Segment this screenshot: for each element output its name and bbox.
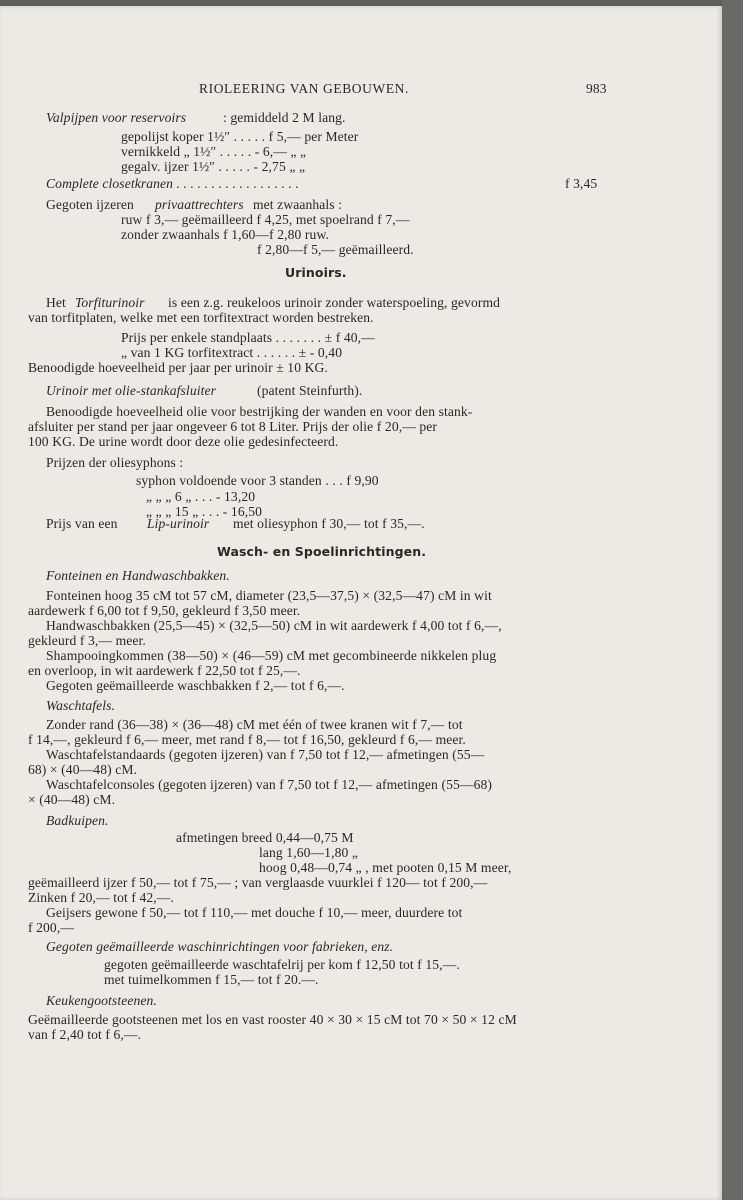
text-line: gekleurd f 3,— meer. (28, 633, 146, 648)
text-line: Fonteinen hoog 35 cM tot 57 cM, diameter (23,5—37,5) × (32,5—47) cM in wit (46, 588, 492, 603)
text-line: 68) × (40—48) cM. (28, 762, 138, 777)
price-value: f 3,45 (565, 176, 598, 191)
dimension-line: hoog 0,48—0,74 „ , met pooten 0,15 M meer, (259, 860, 512, 875)
section-label: Keukengootsteenen. (46, 993, 157, 1008)
price-line: f 2,80—f 5,— geëmailleerd. (257, 242, 414, 257)
text-line: Prijs van een (46, 516, 118, 531)
text-line: Waschtafelstandaards (gegoten ijzeren) van f 7,50 tot f 12,— afmetingen (55— (46, 747, 485, 762)
text-line: Gegoten ijzeren (46, 197, 134, 212)
text-line: is een z.g. reukeloos urinoir zonder waterspoeling, gevormd (168, 295, 501, 310)
text-line: Benoodigde hoeveelheid olie voor bestrijking der wanden en voor den stank- (46, 404, 473, 419)
text-line: Geëmailleerde gootsteenen met los en vast rooster 40 × 30 × 15 cM tot 70 × 50 × 12 cM (28, 1012, 517, 1027)
section-label: Gegoten geëmailleerde waschinrichtingen voor fabrieken, enz. (46, 939, 394, 954)
term-italic: privaattrechters (155, 197, 244, 212)
price-line: vernikkeld „ 1½″ . . . . . - 6,— „ „ (121, 144, 307, 159)
text-line: Prijzen der oliesyphons : (46, 455, 184, 470)
dimension-line: lang 1,60—1,80 „ (259, 845, 359, 860)
text-line: met oliesyphon f 30,— tot f 35,—. (233, 516, 425, 531)
term-italic: Lip-urinoir (147, 516, 210, 531)
text-line: × (40—48) cM. (28, 792, 116, 807)
section-label: Complete closetkranen . . . . . . . . . . . . . . . . . . (46, 176, 299, 191)
price-line: gepolijst koper 1½″ . . . . . f 5,— per Meter (121, 129, 359, 144)
price-line: „ van 1 KG torfitextract . . . . . . ± - 0,40 (121, 345, 343, 360)
section-label: Waschtafels. (46, 698, 116, 713)
section-label: Valpijpen voor reservoirs (46, 110, 187, 125)
text-line: en overloop, in wit aardewerk f 22,50 tot f 25,—. (28, 663, 301, 678)
section-label: Badkuipen. (46, 813, 109, 828)
price-line: „ „ „ 15 „ . . . - 16,50 (146, 504, 263, 519)
text-line: Benoodigde hoeveelheid per jaar per urinoir ± 10 KG. (28, 360, 328, 375)
text-line: aardewerk f 6,00 tot f 9,50, gekleurd f 3,50 meer. (28, 603, 301, 618)
section-label: Urinoir met olie-stankafsluiter (46, 383, 216, 398)
text-line: Geijsers gewone f 50,— tot f 110,— met douche f 10,— meer, duurdere tot (46, 905, 463, 920)
section-label: Fonteinen en Handwaschbakken. (46, 568, 230, 583)
text-line: Shampooingkommen (38—50) × (46—59) cM met gecombineerde nikkelen plug (46, 648, 497, 663)
text-line: : gemiddeld 2 M lang. (223, 110, 346, 125)
text-line: met zwaanhals : (253, 197, 343, 212)
section-heading: Urinoirs. (285, 265, 347, 280)
text-line: Het (46, 295, 66, 310)
text-line: Waschtafelconsoles (gegoten ijzeren) van f 7,50 tot f 12,— afmetingen (55—68) (46, 777, 492, 792)
text-line: f 14,—, gekleurd f 6,— meer, met rand f 8,— tot f 16,50, gekleurd f 6,— meer. (28, 732, 466, 747)
text-line: 100 KG. De urine wordt door deze olie gedesinfecteerd. (28, 434, 339, 449)
price-line: zonder zwaanhals f 1,60—f 2,80 ruw. (121, 227, 329, 242)
price-line: met tuimelkommen f 15,— tot f 20.—. (104, 972, 319, 987)
text-line: f 200,— (28, 920, 75, 935)
text-line: geëmailleerd ijzer f 50,— tot f 75,— ; van verglaasde vuurklei f 120— tot f 200,— (28, 875, 488, 890)
text-line: Handwaschbakken (25,5—45) × (32,5—50) cM in wit aardewerk f 4,00 tot f 6,—, (46, 618, 502, 633)
text-line: Zonder rand (36—38) × (36—48) cM met één of twee kranen wit f 7,— tot (46, 717, 463, 732)
book-edge (722, 0, 743, 1200)
text-line: afsluiter per stand per jaar ongeveer 6 tot 8 Liter. Prijs der olie f 20,— per (28, 419, 438, 434)
running-title: RIOLEERING VAN GEBOUWEN. (199, 81, 410, 96)
text-line: van f 2,40 tot f 6,—. (28, 1027, 142, 1042)
section-heading: Wasch- en Spoelinrichtingen. (217, 544, 427, 559)
dimension-line: afmetingen breed 0,44—0,75 M (176, 830, 354, 845)
price-line: „ „ „ 6 „ . . . - 13,20 (146, 489, 256, 504)
price-line: gegalv. ijzer 1½″ . . . . . - 2,75 „ „ (121, 159, 306, 174)
text-line: van torfitplaten, welke met een torfitextract worden bestreken. (28, 310, 374, 325)
text-line: (patent Steinfurth). (257, 383, 363, 398)
term-italic: Torfiturinoir (75, 295, 145, 310)
price-line: ruw f 3,— geëmailleerd f 4,25, met spoelrand f 7,— (121, 212, 410, 227)
page-number: 983 (586, 81, 607, 96)
text-line: Gegoten geëmailleerde waschbakken f 2,— tot f 6,—. (46, 678, 345, 693)
price-line: syphon voldoende voor 3 standen . . . f 9,90 (136, 473, 379, 488)
price-line: gegoten geëmailleerde waschtafelrij per kom f 12,50 tot f 15,—. (104, 957, 460, 972)
text-line: Zinken f 20,— tot f 42,—. (28, 890, 174, 905)
price-line: Prijs per enkele standplaats . . . . . . . ± f 40,— (121, 330, 375, 345)
